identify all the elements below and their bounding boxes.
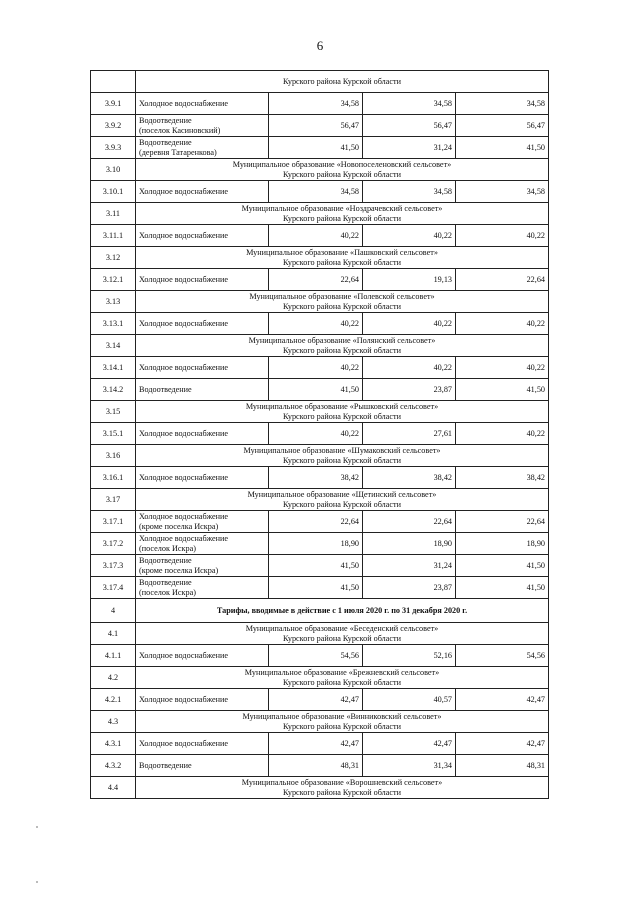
tariff-row: [91, 269, 549, 291]
tariff-row: [91, 115, 549, 137]
tariff-value: 56,47: [363, 115, 456, 137]
municipality-header-row: [91, 291, 549, 313]
municipality-title: Муниципальное образование «Шумаковский сельсовет» Курского района Курской области: [136, 445, 549, 467]
tariff-value: 54,56: [269, 645, 363, 667]
tariff-value: 42,47: [363, 733, 456, 755]
tariff-row: [91, 555, 549, 577]
tariff-table-body: [91, 71, 549, 799]
municipality-title: Муниципальное образование «Полянский сельсовет» Курского района Курской области: [136, 335, 549, 357]
municipality-header-row: [91, 335, 549, 357]
row-number: 3.16.1: [91, 467, 136, 489]
row-number: 3.12: [91, 247, 136, 269]
tariff-value: 31,34: [363, 755, 456, 777]
tariff-value: 40,22: [456, 225, 549, 247]
service-name: Холодное водоснабжение: [136, 689, 269, 711]
municipality-header-row: [91, 445, 549, 467]
row-number: 3.17: [91, 489, 136, 511]
tariff-value: 40,22: [269, 313, 363, 335]
service-name: Водоотведение (кроме поселка Искра): [136, 555, 269, 577]
row-number: 3.9.2: [91, 115, 136, 137]
tariff-row: [91, 93, 549, 115]
row-number: 3.17.3: [91, 555, 136, 577]
tariff-value: 40,22: [269, 423, 363, 445]
tariff-row: [91, 137, 549, 159]
tariff-row: [91, 225, 549, 247]
tariff-value: 18,90: [456, 533, 549, 555]
tariff-row: [91, 357, 549, 379]
municipality-header-row: [91, 203, 549, 225]
row-number: 3.17.4: [91, 577, 136, 599]
section-number: 4: [91, 599, 136, 623]
row-number: 3.16: [91, 445, 136, 467]
tariff-value: 56,47: [456, 115, 549, 137]
tariff-value: 41,50: [456, 555, 549, 577]
tariff-value: 40,22: [363, 357, 456, 379]
municipality-header-row: [91, 623, 549, 645]
tariff-value: 41,50: [456, 137, 549, 159]
row-number: [91, 71, 136, 93]
municipality-title: Муниципальное образование «Новопоселеновский сельсовет» Курского района Курской области: [136, 159, 549, 181]
tariff-value: 41,50: [269, 137, 363, 159]
municipality-header-row: [91, 777, 549, 799]
row-number: 3.11.1: [91, 225, 136, 247]
page-number: 6: [316, 38, 324, 53]
tariff-value: 41,50: [456, 577, 549, 599]
service-name: Холодное водоснабжение: [136, 357, 269, 379]
row-number: 3.17.1: [91, 511, 136, 533]
tariff-row: [91, 689, 549, 711]
row-number: 3.12.1: [91, 269, 136, 291]
municipality-title: Муниципальное образование «Ноздрачевский сельсовет» Курского района Курской области: [136, 203, 549, 225]
tariff-value: 48,31: [456, 755, 549, 777]
row-number: 3.10.1: [91, 181, 136, 203]
row-number: 3.14.2: [91, 379, 136, 401]
municipality-header-row: [91, 711, 549, 733]
row-number: 3.14.1: [91, 357, 136, 379]
row-number: 4.1.1: [91, 645, 136, 667]
municipality-header-row: [91, 401, 549, 423]
tariff-row: [91, 511, 549, 533]
tariff-value: 31,24: [363, 555, 456, 577]
tariff-row: [91, 181, 549, 203]
tariff-value: 38,42: [456, 467, 549, 489]
service-name: Холодное водоснабжение (кроме поселка Искра): [136, 511, 269, 533]
tariff-value: 40,22: [363, 225, 456, 247]
section-row: [91, 599, 549, 623]
tariff-value: 41,50: [456, 379, 549, 401]
tariff-row: [91, 645, 549, 667]
row-number: 3.9.3: [91, 137, 136, 159]
row-number: 3.9.1: [91, 93, 136, 115]
tariff-value: 34,58: [269, 93, 363, 115]
tariff-value: 42,47: [456, 733, 549, 755]
row-number: 3.14: [91, 335, 136, 357]
service-name: Холодное водоснабжение: [136, 93, 269, 115]
tariff-value: 22,64: [456, 269, 549, 291]
tariff-value: 40,22: [456, 423, 549, 445]
tariff-value: 41,50: [269, 555, 363, 577]
tariff-row: [91, 533, 549, 555]
tariff-value: 22,64: [269, 269, 363, 291]
municipality-header-row: [91, 667, 549, 689]
municipality-title: Муниципальное образование «Ворошневский сельсовет» Курского района Курской области: [136, 777, 549, 799]
tariff-value: 34,58: [363, 181, 456, 203]
tariff-value: 23,87: [363, 379, 456, 401]
municipality-title: Муниципальное образование «Брежневский сельсовет» Курского района Курской области: [136, 667, 549, 689]
tariff-value: 42,47: [456, 689, 549, 711]
tariff-value: 18,90: [269, 533, 363, 555]
tariff-value: 22,64: [363, 511, 456, 533]
service-name: Водоотведение (поселок Искра): [136, 577, 269, 599]
tariff-value: 42,47: [269, 733, 363, 755]
tariff-value: 40,22: [456, 313, 549, 335]
tariff-value: 40,22: [363, 313, 456, 335]
service-name: Водоотведение: [136, 379, 269, 401]
section-title: Тарифы, вводимые в действие с 1 июля 2020 г. по 31 декабря 2020 г.: [136, 599, 549, 623]
municipality-header-row: [91, 247, 549, 269]
tariff-table: [90, 70, 549, 799]
service-name: Холодное водоснабжение: [136, 313, 269, 335]
service-name: Холодное водоснабжение: [136, 423, 269, 445]
row-number: 4.3.1: [91, 733, 136, 755]
municipality-header-row: [91, 71, 549, 93]
row-number: 3.17.2: [91, 533, 136, 555]
service-name: Холодное водоснабжение: [136, 269, 269, 291]
municipality-title: Курского района Курской области: [136, 71, 549, 93]
tariff-value: 48,31: [269, 755, 363, 777]
tariff-value: 56,47: [269, 115, 363, 137]
tariff-value: 34,58: [269, 181, 363, 203]
tariff-value: 34,58: [456, 181, 549, 203]
municipality-title: Муниципальное образование «Винниковский сельсовет» Курского района Курской области: [136, 711, 549, 733]
service-name: Холодное водоснабжение: [136, 181, 269, 203]
tariff-value: 34,58: [363, 93, 456, 115]
tariff-value: 38,42: [363, 467, 456, 489]
tariff-value: 19,13: [363, 269, 456, 291]
tariff-row: [91, 379, 549, 401]
tariff-value: 34,58: [456, 93, 549, 115]
tariff-row: [91, 423, 549, 445]
row-number: 3.15: [91, 401, 136, 423]
row-number: 3.13: [91, 291, 136, 313]
row-number: 4.3.2: [91, 755, 136, 777]
scan-speck: [36, 826, 38, 828]
tariff-value: 18,90: [363, 533, 456, 555]
tariff-value: 40,22: [269, 357, 363, 379]
tariff-value: 31,24: [363, 137, 456, 159]
row-number: 3.11: [91, 203, 136, 225]
row-number: 4.2: [91, 667, 136, 689]
scan-speck: [36, 881, 38, 883]
tariff-row: [91, 733, 549, 755]
service-name: Холодное водоснабжение (поселок Искра): [136, 533, 269, 555]
tariff-row: [91, 467, 549, 489]
municipality-title: Муниципальное образование «Беседенский сельсовет» Курского района Курской области: [136, 623, 549, 645]
tariff-value: 41,50: [269, 379, 363, 401]
tariff-value: 22,64: [269, 511, 363, 533]
tariff-value: 23,87: [363, 577, 456, 599]
service-name: Водоотведение (поселок Касиновский): [136, 115, 269, 137]
service-name: Холодное водоснабжение: [136, 645, 269, 667]
tariff-value: 41,50: [269, 577, 363, 599]
row-number: 3.13.1: [91, 313, 136, 335]
municipality-title: Муниципальное образование «Рышковский сельсовет» Курского района Курской области: [136, 401, 549, 423]
tariff-value: 38,42: [269, 467, 363, 489]
row-number: 4.1: [91, 623, 136, 645]
row-number: 4.4: [91, 777, 136, 799]
tariff-value: 40,22: [269, 225, 363, 247]
municipality-title: Муниципальное образование «Пашковский сельсовет» Курского района Курской области: [136, 247, 549, 269]
tariff-row: [91, 313, 549, 335]
tariff-value: 52,16: [363, 645, 456, 667]
row-number: 4.2.1: [91, 689, 136, 711]
tariff-value: 40,57: [363, 689, 456, 711]
tariff-value: 22,64: [456, 511, 549, 533]
tariff-row: [91, 577, 549, 599]
tariff-value: 42,47: [269, 689, 363, 711]
service-name: Холодное водоснабжение: [136, 467, 269, 489]
tariff-value: 40,22: [456, 357, 549, 379]
service-name: Холодное водоснабжение: [136, 225, 269, 247]
municipality-header-row: [91, 159, 549, 181]
municipality-header-row: [91, 489, 549, 511]
municipality-title: Муниципальное образование «Щетинский сельсовет» Курского района Курской области: [136, 489, 549, 511]
service-name: Водоотведение: [136, 755, 269, 777]
service-name: Водоотведение (деревня Татаренкова): [136, 137, 269, 159]
service-name: Холодное водоснабжение: [136, 733, 269, 755]
tariff-row: [91, 755, 549, 777]
row-number: 3.10: [91, 159, 136, 181]
row-number: 4.3: [91, 711, 136, 733]
municipality-title: Муниципальное образование «Полевской сельсовет» Курского района Курской области: [136, 291, 549, 313]
tariff-value: 54,56: [456, 645, 549, 667]
tariff-value: 27,61: [363, 423, 456, 445]
row-number: 3.15.1: [91, 423, 136, 445]
